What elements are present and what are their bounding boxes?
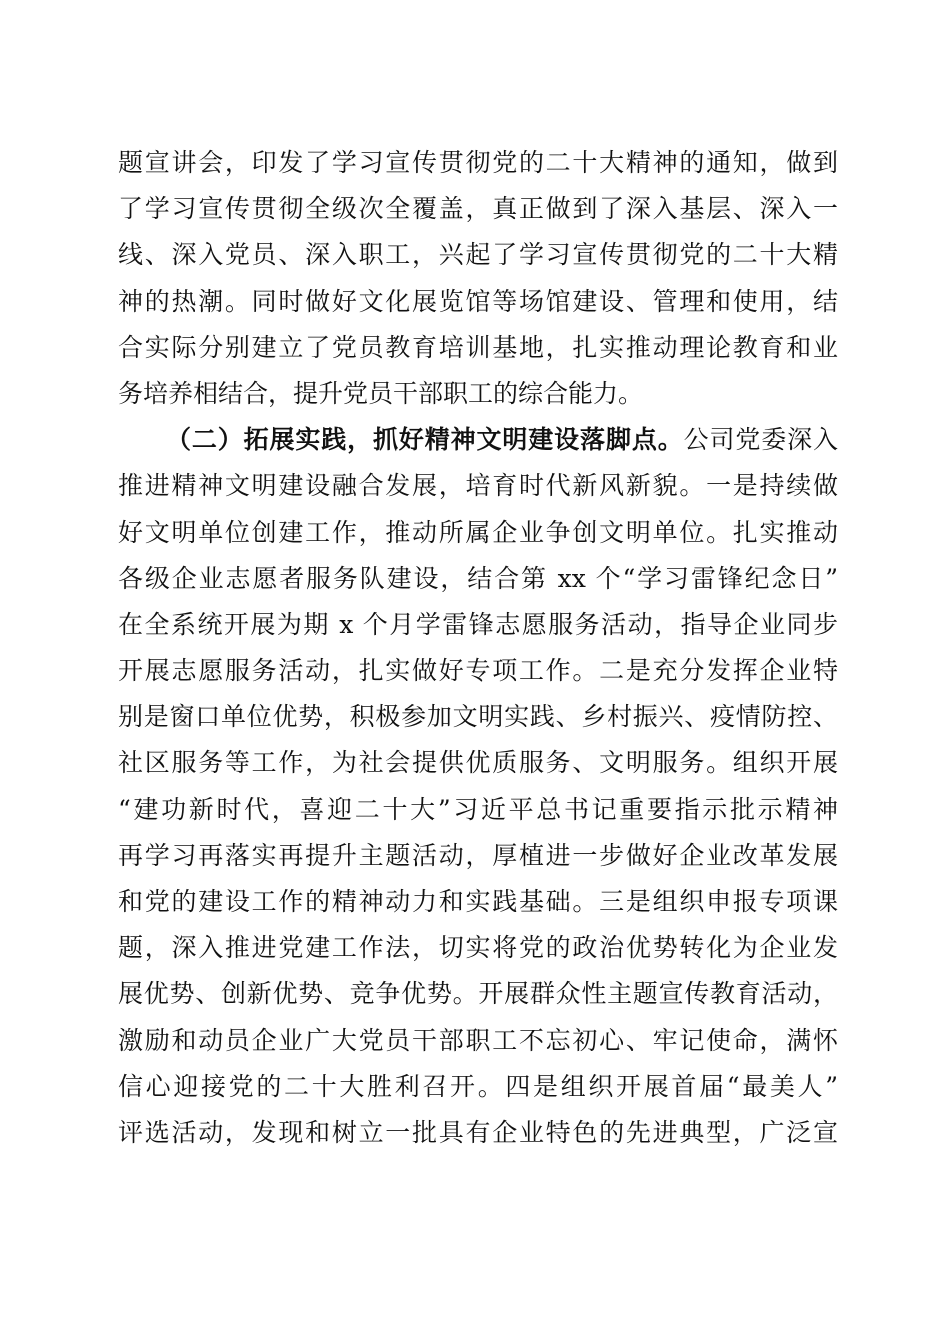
paragraph-2-line: 推进精神文明建设融合发展，培育时代新风新貌。一是持续做 xyxy=(118,471,838,501)
paragraph-2-line: 评选活动，发现和树立一批具有企业特色的先进典型，广泛宣 xyxy=(118,1117,838,1147)
paragraph-2-line: 信心迎接党的二十大胜利召开。四是组织开展首届“最美人” xyxy=(118,1071,838,1101)
paragraph-2-line: “建功新时代，喜迎二十大”习近平总书记重要指示批示精神 xyxy=(118,794,838,824)
paragraph-2-line: 和党的建设工作的精神动力和实践基础。三是组织申报专项课 xyxy=(118,887,838,916)
paragraph-1-line: 合实际分别建立了党员教育培训基地，扎实推动理论教育和业 xyxy=(118,332,838,362)
paragraph-2-first-line-text: 公司党委深入 xyxy=(683,425,838,455)
section-heading: （二）拓展实践，抓好精神文明建设落脚点。 xyxy=(166,425,684,455)
paragraph-1-line: 了学习宣传贯彻全级次全覆盖，真正做到了深入基层、深入一 xyxy=(118,194,838,224)
paragraph-2-line: 好文明单位创建工作，推动所属企业争创文明单位。扎实推动 xyxy=(118,517,838,547)
paragraph-1-line: 务培养相结合，提升党员干部职工的综合能力。 xyxy=(118,378,644,408)
paragraph-2-line: 各级企业志愿者服务队建设，结合第 xx 个“学习雷锋纪念日” xyxy=(118,563,838,593)
paragraph-1-line: 题宣讲会，印发了学习宣传贯彻党的二十大精神的通知，做到 xyxy=(118,148,838,177)
paragraph-2-line: 题，深入推进党建工作法，切实将党的政治优势转化为企业发 xyxy=(118,933,838,963)
paragraph-2-line: 社区服务等工作，为社会提供优质服务、文明服务。组织开展 xyxy=(118,748,838,778)
paragraph-1-line: 线、深入党员、深入职工，兴起了学习宣传贯彻党的二十大精 xyxy=(118,240,838,270)
paragraph-2-first-line xyxy=(118,417,838,463)
document-body xyxy=(118,140,838,1156)
paragraph-2-line: 激励和动员企业广大党员干部职工不忘初心、牢记使命，满怀 xyxy=(118,1025,838,1055)
paragraph-2-line: 再学习再落实再提升主题活动，厚植进一步做好企业改革发展 xyxy=(118,840,838,870)
paragraph-2-line: 开展志愿服务活动，扎实做好专项工作。二是充分发挥企业特 xyxy=(118,656,838,686)
paragraph-2-line: 展优势、创新优势、竞争优势。开展群众性主题宣传教育活动， xyxy=(118,979,838,1009)
paragraph-2-line: 在全系统开展为期 x 个月学雷锋志愿服务活动，指导企业同步 xyxy=(118,609,838,639)
paragraph-2-line: 别是窗口单位优势，积极参加文明实践、乡村振兴、疫情防控、 xyxy=(118,702,838,732)
paragraph-1-line: 神的热潮。同时做好文化展览馆等场馆建设、管理和使用，结 xyxy=(118,286,838,316)
